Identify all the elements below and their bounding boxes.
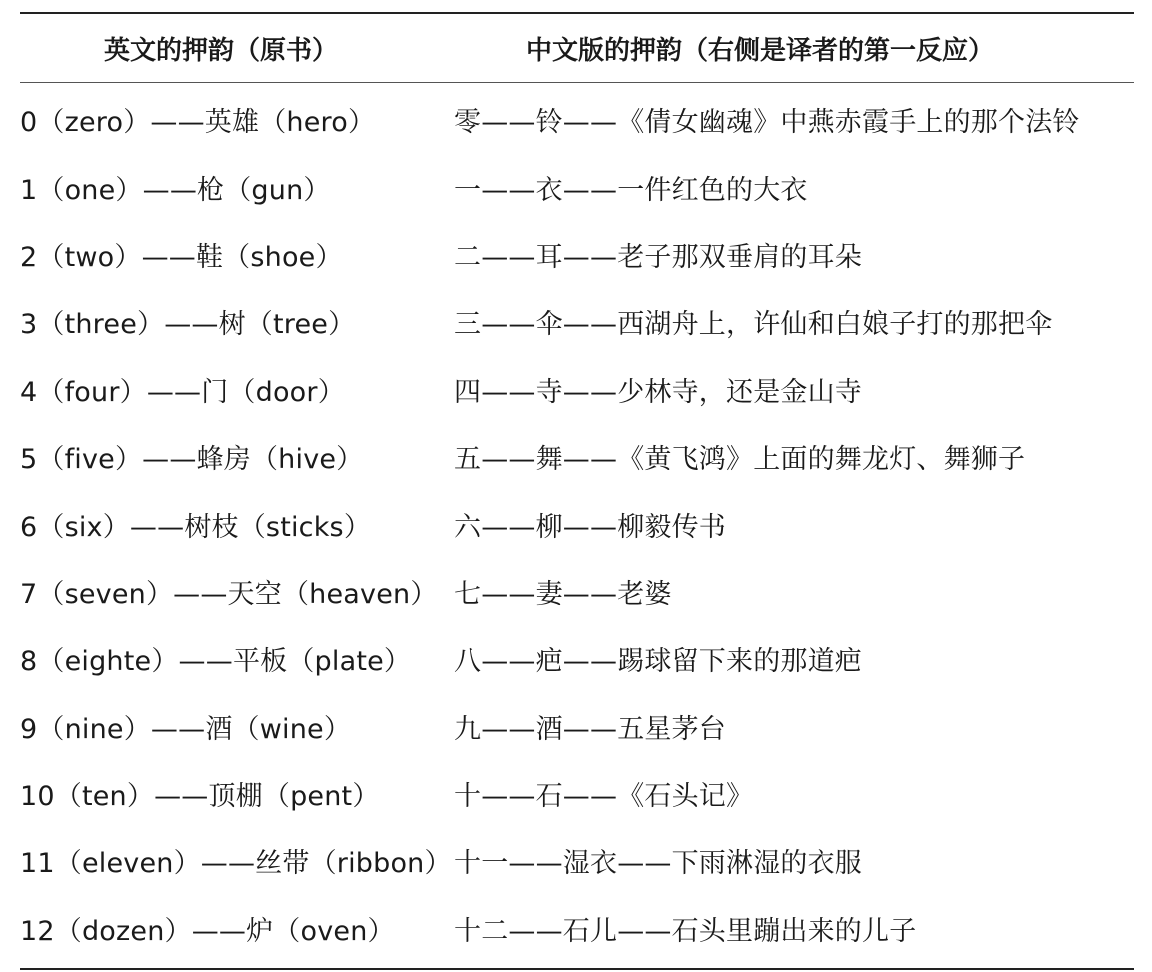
table-row xyxy=(20,356,1134,423)
english-rhyme-cell: 9（nine）——酒（wine） xyxy=(20,713,352,745)
table-bottom-rule xyxy=(20,968,1134,970)
chinese-rhyme-cell: 六——柳——柳毅传书 xyxy=(454,511,726,543)
table-row xyxy=(20,288,1134,355)
chinese-rhyme-cell: 八——疤——踢球留下来的那道疤 xyxy=(454,646,862,678)
table-row xyxy=(20,895,1134,962)
english-rhyme-cell: 3（three）——树（tree） xyxy=(20,309,356,341)
chinese-rhyme-cell: 十一——湿衣——下雨淋湿的衣服 xyxy=(454,848,862,880)
table-row xyxy=(20,153,1134,220)
chinese-rhyme-cell: 七——妻——老婆 xyxy=(454,578,672,610)
rhyme-table xyxy=(20,12,1134,970)
english-rhyme-cell: 2（two）——鞋（shoe） xyxy=(20,241,343,273)
table-row xyxy=(20,558,1134,625)
table-row xyxy=(20,490,1134,557)
chinese-rhyme-cell: 十——石——《石头记》 xyxy=(454,781,754,813)
english-rhyme-cell: 12（dozen）——炉（oven） xyxy=(20,915,395,947)
table-row xyxy=(20,760,1134,827)
english-rhyme-cell: 10（ten）——顶棚（pent） xyxy=(20,781,380,813)
chinese-rhyme-cell: 九——酒——五星茅台 xyxy=(454,713,726,745)
table-row xyxy=(20,423,1134,490)
english-rhyme-cell: 1（one）——枪（gun） xyxy=(20,174,331,206)
table-row xyxy=(20,86,1134,153)
english-rhyme-cell: 5（five）——蜂房（hive） xyxy=(20,444,364,476)
chinese-rhyme-cell: 零——铃——《倩女幽魂》中燕赤霞手上的那个法铃 xyxy=(454,107,1080,139)
english-rhyme-cell: 0（zero）——英雄（hero） xyxy=(20,107,376,139)
chinese-rhyme-cell: 五——舞——《黄飞鸿》上面的舞龙灯、舞狮子 xyxy=(454,444,1026,476)
chinese-rhyme-cell: 一——衣——一件红色的大衣 xyxy=(454,174,808,206)
english-rhyme-cell: 7（seven）——天空（heaven） xyxy=(20,578,438,610)
table-row xyxy=(20,221,1134,288)
english-rhyme-cell: 11（eleven）——丝带（ribbon） xyxy=(20,848,452,880)
table-row xyxy=(20,827,1134,894)
chinese-rhyme-cell: 二——耳——老子那双垂肩的耳朵 xyxy=(454,241,862,273)
table-row xyxy=(20,625,1134,692)
english-rhyme-cell: 8（eighte）——平板（plate） xyxy=(20,646,412,678)
header-chinese-rhyme: 中文版的押韵（右侧是译者的第一反应） xyxy=(526,35,995,66)
english-rhyme-cell: 6（six）——树枝（sticks） xyxy=(20,511,372,543)
english-rhyme-cell: 4（four）——门（door） xyxy=(20,376,345,408)
chinese-rhyme-cell: 三——伞——西湖舟上，许仙和白娘子打的那把伞 xyxy=(454,309,1053,341)
table-body xyxy=(20,83,1134,968)
table-row xyxy=(20,693,1134,760)
chinese-rhyme-cell: 十二——石儿——石头里蹦出来的儿子 xyxy=(454,915,917,947)
chinese-rhyme-cell: 四——寺——少林寺，还是金山寺 xyxy=(454,376,862,408)
table-header-row xyxy=(20,14,1134,82)
header-english-rhyme: 英文的押韵（原书） xyxy=(104,35,339,66)
